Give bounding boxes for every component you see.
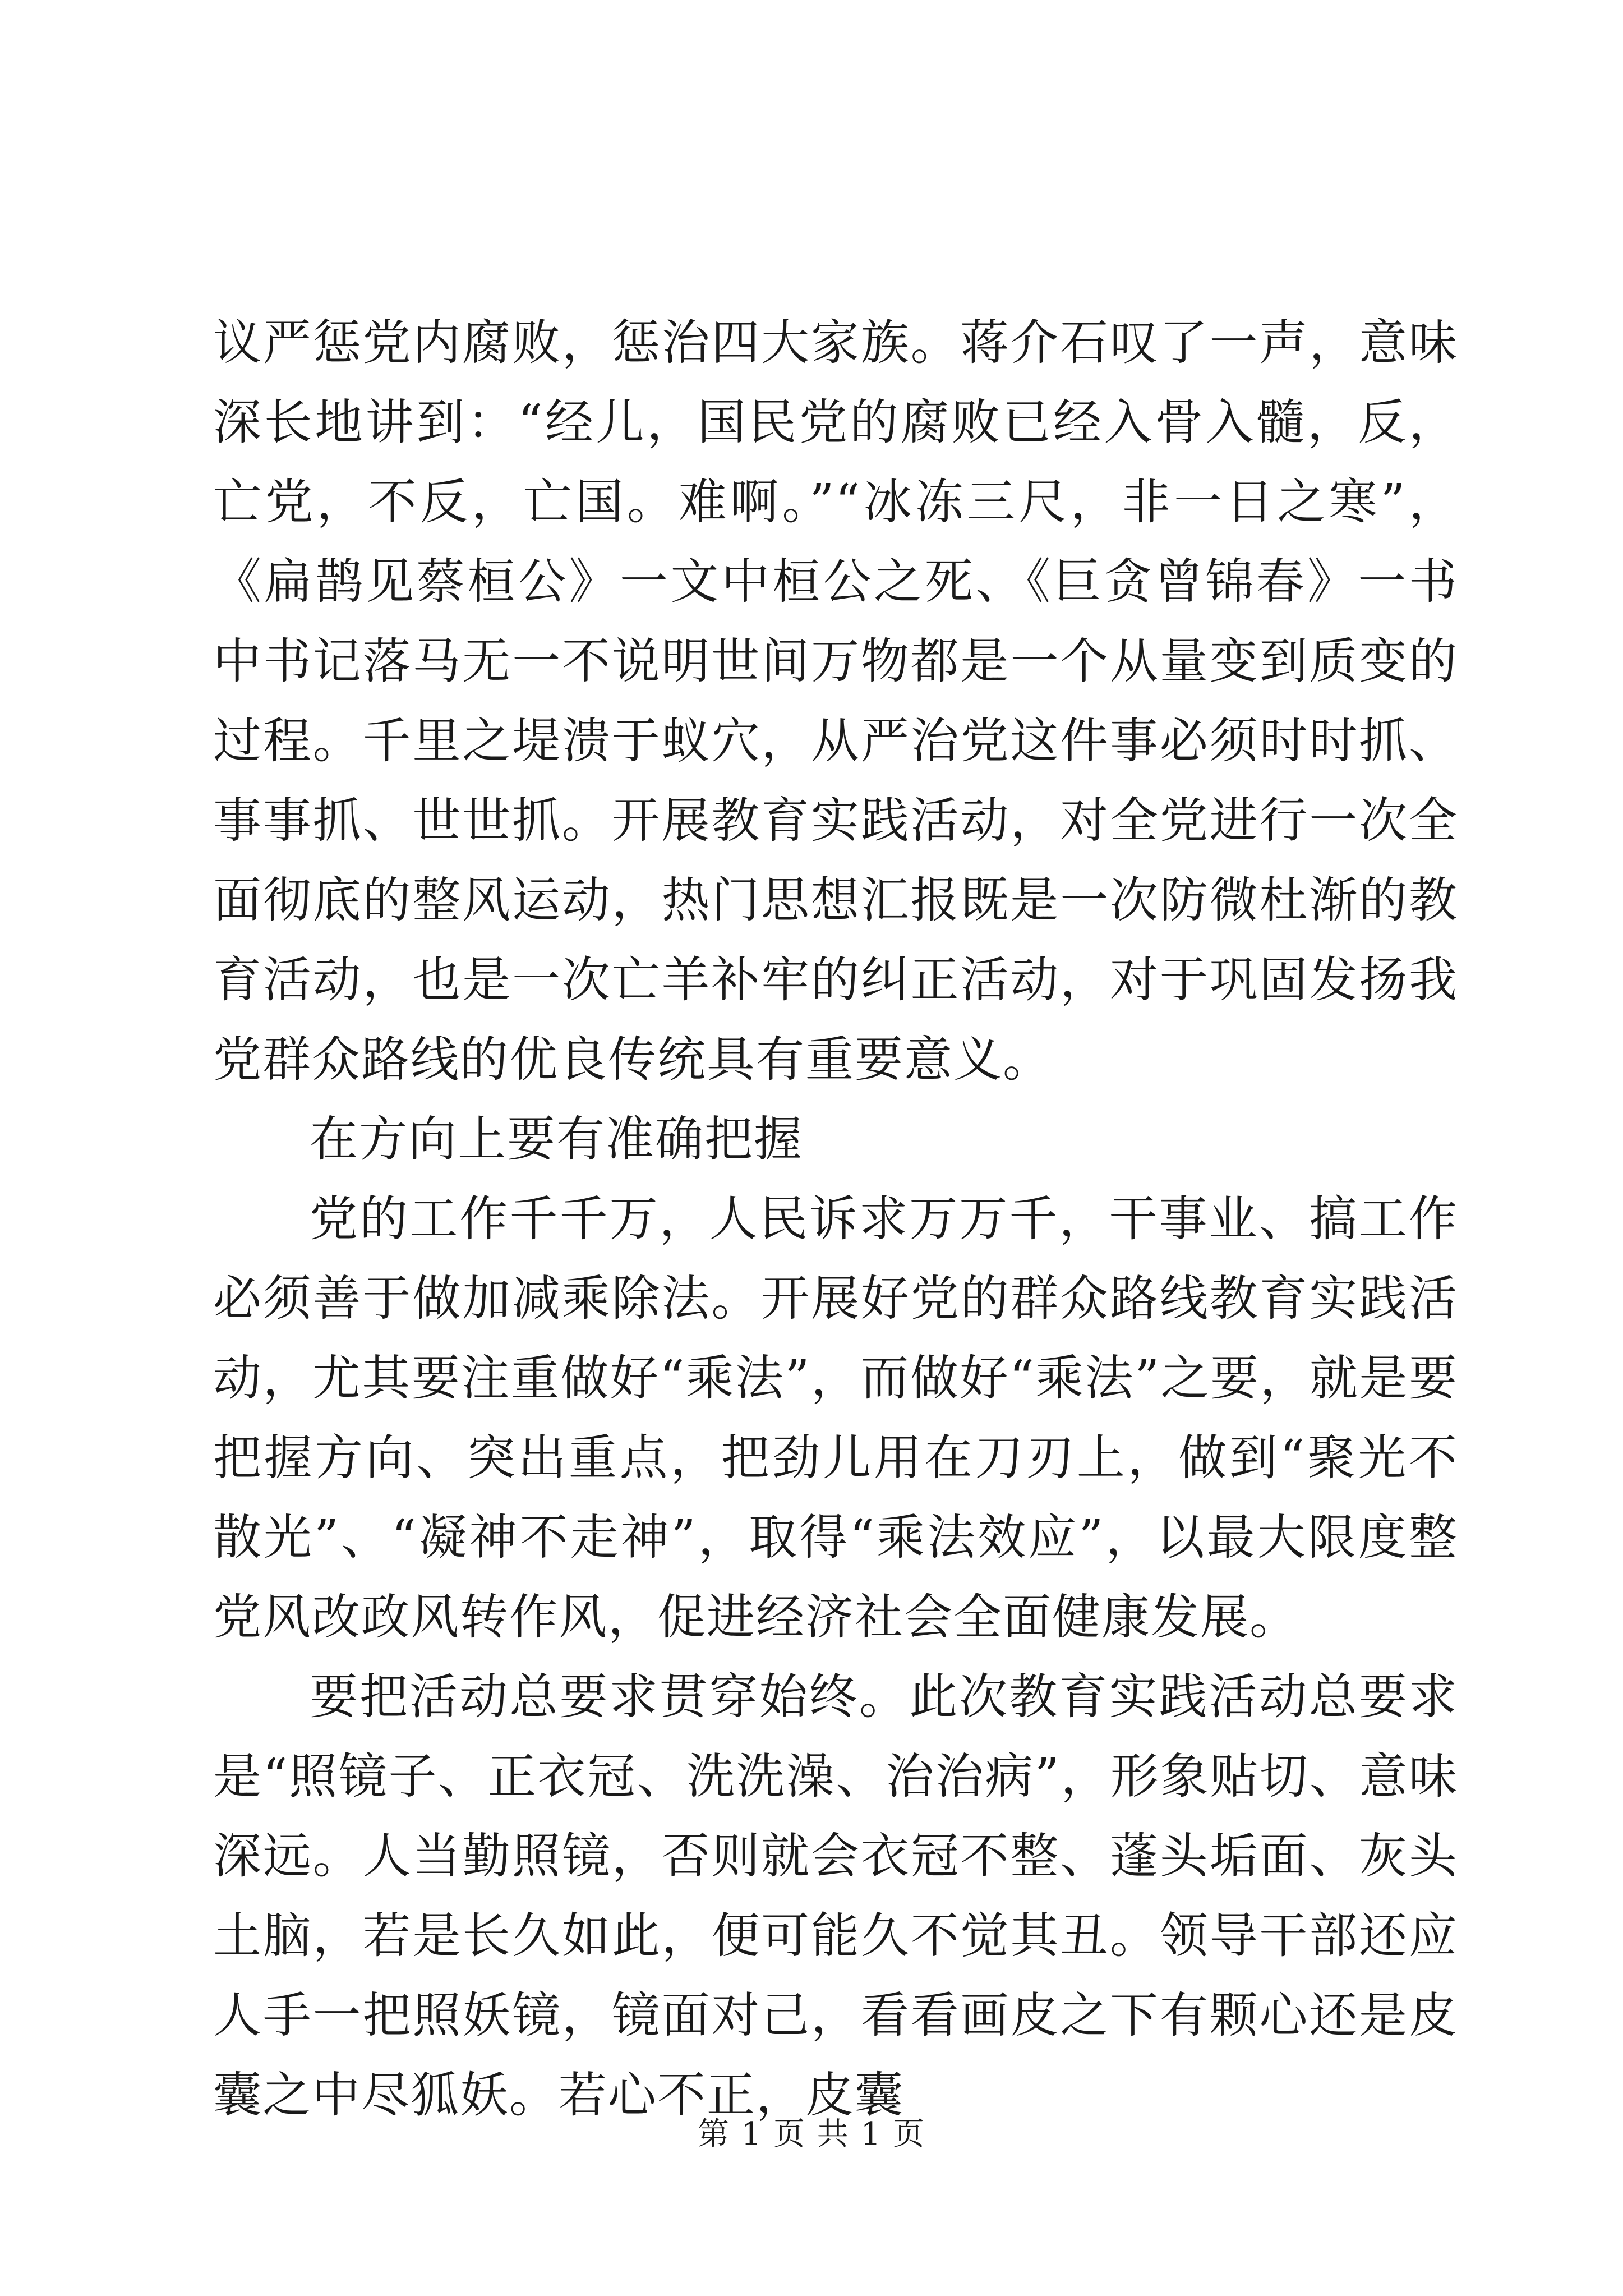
paragraph-2: 党的工作千千万，人民诉求万万千，干事业、搞工作必须善于做加减乘除法。开展好党的群众路线教育实践活动，尤其要注重做好“乘法”，而做好“乘法”之要，就是要把握方向、突出重点，把劲儿用在刀刃上，做到“聚光不散光”、“凝神不走神”，取得“乘法效应”，以最大限度整党风改政风转作风，促进经济社会全面健康发展。	[213, 1191, 1458, 1645]
page-number-label: 第 1 页 共 1 页	[697, 2116, 926, 2152]
section-heading: 在方向上要有准确把握	[310, 1111, 803, 1167]
paragraph-1: 议严惩党内腐败，惩治四大家族。蒋介石叹了一声，意味深长地讲到：“经儿，国民党的腐败已经入骨入髓，反，亡党，不反，亡国。难啊。”“冰冻三尺，非一日之寒”，《扁鹊见蔡桓公》一文中桓公之死、《巨贪曾锦春》一书中书记落马无一不说明世间万物都是一个从量变到质变的过程。千里之堤溃于蚁穴，从严治党这件事必须时时抓、事事抓、世世抓。开展教育实践活动，对全党进行一次全面彻底的整风运动，热门思想汇报既是一次防微杜渐的教育活动，也是一次亡羊补牢的纠正活动，对于巩固发扬我党群众路线的优良传统具有重要意义。	[213, 315, 1458, 1088]
page-footer	[0, 2109, 1623, 2154]
paragraph-3: 要把活动总要求贯穿始终。此次教育实践活动总要求是“照镜子、正衣冠、洗洗澡、治治病”，形象贴切、意味深远。人当勤照镜，否则就会衣冠不整、蓬头垢面、灰头土脑，若是长久如此，便可能久不觉其丑。领导干部还应人手一把照妖镜，镜面对己，看看画皮之下有颗心还是皮囊之中尽狐妖。若心不正，皮囊	[213, 1669, 1458, 2123]
document-body	[213, 303, 1458, 2135]
